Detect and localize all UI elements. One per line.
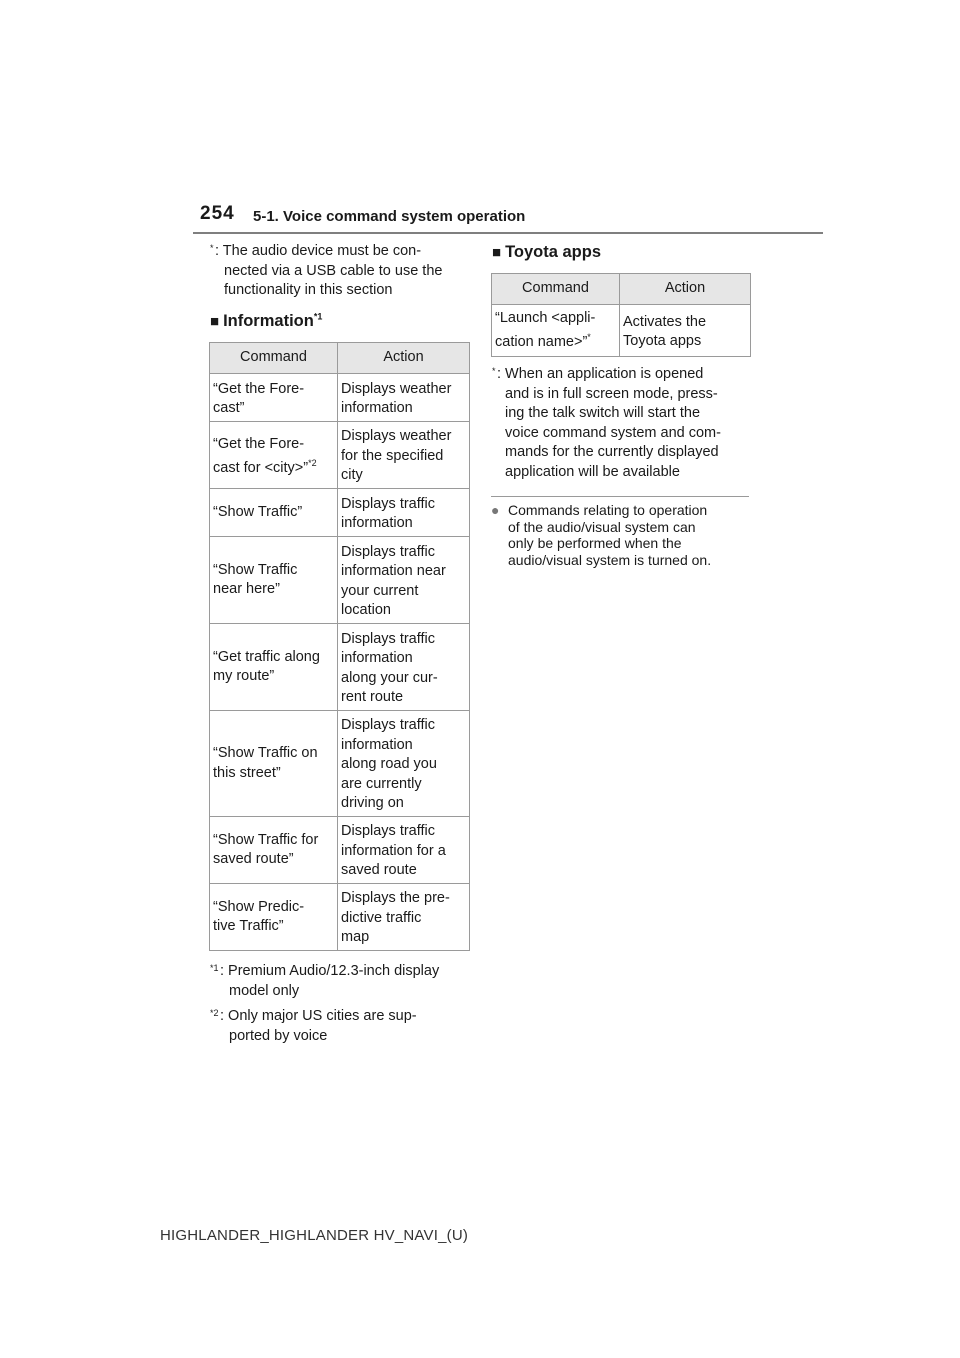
bullet-divider xyxy=(491,496,749,497)
command-cell: “Show Traffic for saved route” xyxy=(210,817,338,884)
action-cell: Displays traffic information for a saved route xyxy=(338,817,470,884)
footnote-line: : Premium Audio/12.3-inch display xyxy=(220,963,440,979)
footnote-line: and is in full screen mode, press- xyxy=(505,385,718,402)
audio-visual-bullet xyxy=(491,502,751,568)
heading-label: Toyota apps xyxy=(505,243,602,261)
table-row xyxy=(210,624,470,711)
action-cell: Displays traffic information along road you are currently driving on xyxy=(338,711,470,817)
action-cell: Displays the pre- dictive traffic map xyxy=(338,884,470,951)
column-header-action: Action xyxy=(620,274,751,305)
square-bullet-icon: ■ xyxy=(210,313,220,330)
action-cell: Activates the Toyota apps xyxy=(620,305,751,357)
table-row xyxy=(210,374,470,422)
table-row xyxy=(210,422,470,489)
table-row xyxy=(210,489,470,537)
table-row xyxy=(210,884,470,951)
toyota-apps-heading xyxy=(492,243,601,262)
table-row xyxy=(210,817,470,884)
header-rule xyxy=(193,232,823,234)
table-row xyxy=(210,711,470,817)
footnote-line: : The audio device must be con- xyxy=(215,243,422,259)
command-cell: “Show Traffic near here” xyxy=(210,537,338,624)
footnote-line: nected via a USB cable to use the xyxy=(224,262,443,279)
table-row xyxy=(492,305,751,357)
command-cell: “Launch <appli- cation name>”* xyxy=(492,305,620,357)
command-cell: “Get the Fore- cast for <city>”$^{*2}$ xyxy=(210,422,338,489)
heading-label: Information xyxy=(223,312,314,330)
square-bullet-icon: ■ xyxy=(492,244,502,261)
column-header-command: Command xyxy=(210,343,338,374)
action-cell: Displays weather information xyxy=(338,374,470,422)
toyota-apps-command-table xyxy=(491,273,751,357)
bullet-line: audio/visual system is turned on. xyxy=(508,551,712,568)
section-title: 5-1. Voice command system operation xyxy=(253,208,526,225)
table-header-row xyxy=(210,343,470,374)
footnote-line: model only xyxy=(229,982,300,999)
footnote-line: ported by voice xyxy=(229,1027,328,1044)
action-cell: Displays traffic information xyxy=(338,489,470,537)
footnote-line: mands for the currently displayed xyxy=(505,444,719,460)
column-header-action: Action xyxy=(338,343,470,374)
command-cell: “Show Predic- tive Traffic” xyxy=(210,884,338,951)
footnote-premium-audio: *1 : Premium Audio/12.3-inch display model only xyxy=(210,962,472,1001)
command-cell: “Get the Fore- cast” xyxy=(210,374,338,422)
footer-model-code: HIGHLANDER_HIGHLANDER HV_NAVI_(U) xyxy=(160,1227,469,1244)
action-cell: Displays traffic information near your current location xyxy=(338,537,470,624)
action-cell: Displays traffic information along your cur- rent route xyxy=(338,624,470,711)
information-heading xyxy=(210,312,322,331)
bullet-line: of the audio/visual system can xyxy=(508,518,696,535)
information-command-table xyxy=(209,342,470,951)
footnote-line: ing the talk switch will start the xyxy=(505,405,701,421)
footnote-us-cities: *2 : Only major US cities are sup- ported by voice xyxy=(210,1007,472,1046)
column-header-command: Command xyxy=(492,274,620,305)
heading-sup: *1 xyxy=(313,311,323,322)
action-cell: Displays weather for the specified city xyxy=(338,422,470,489)
bullet-line: only be performed when the xyxy=(508,535,682,551)
footnote-line: : When an application is opened xyxy=(497,366,704,382)
footnote-line: voice command system and com- xyxy=(505,424,721,441)
footnote-line: functionality in this section xyxy=(224,282,393,298)
usb-footnote: * : The audio device must be con- nected via a USB cable to use the functionality in this section xyxy=(210,242,472,301)
footnote-line: application will be available xyxy=(505,463,680,480)
page-number: 254 xyxy=(200,203,235,224)
app-fullscreen-footnote: * : When an application is opened and is in full screen mode, press- ing the talk switch will start the voice command system and com- mands for the currently displayed application will be available xyxy=(492,365,754,482)
circle-bullet-icon: ● xyxy=(491,502,500,518)
bullet-line: Commands relating to operation xyxy=(508,502,708,518)
table-row xyxy=(210,537,470,624)
command-cell: “Show Traffic on this street” xyxy=(210,711,338,817)
command-cell: “Get traffic along my route” xyxy=(210,624,338,711)
command-cell: “Show Traffic” xyxy=(210,489,338,537)
footnote-line: : Only major US cities are sup- xyxy=(220,1008,417,1024)
table-header-row xyxy=(492,274,751,305)
